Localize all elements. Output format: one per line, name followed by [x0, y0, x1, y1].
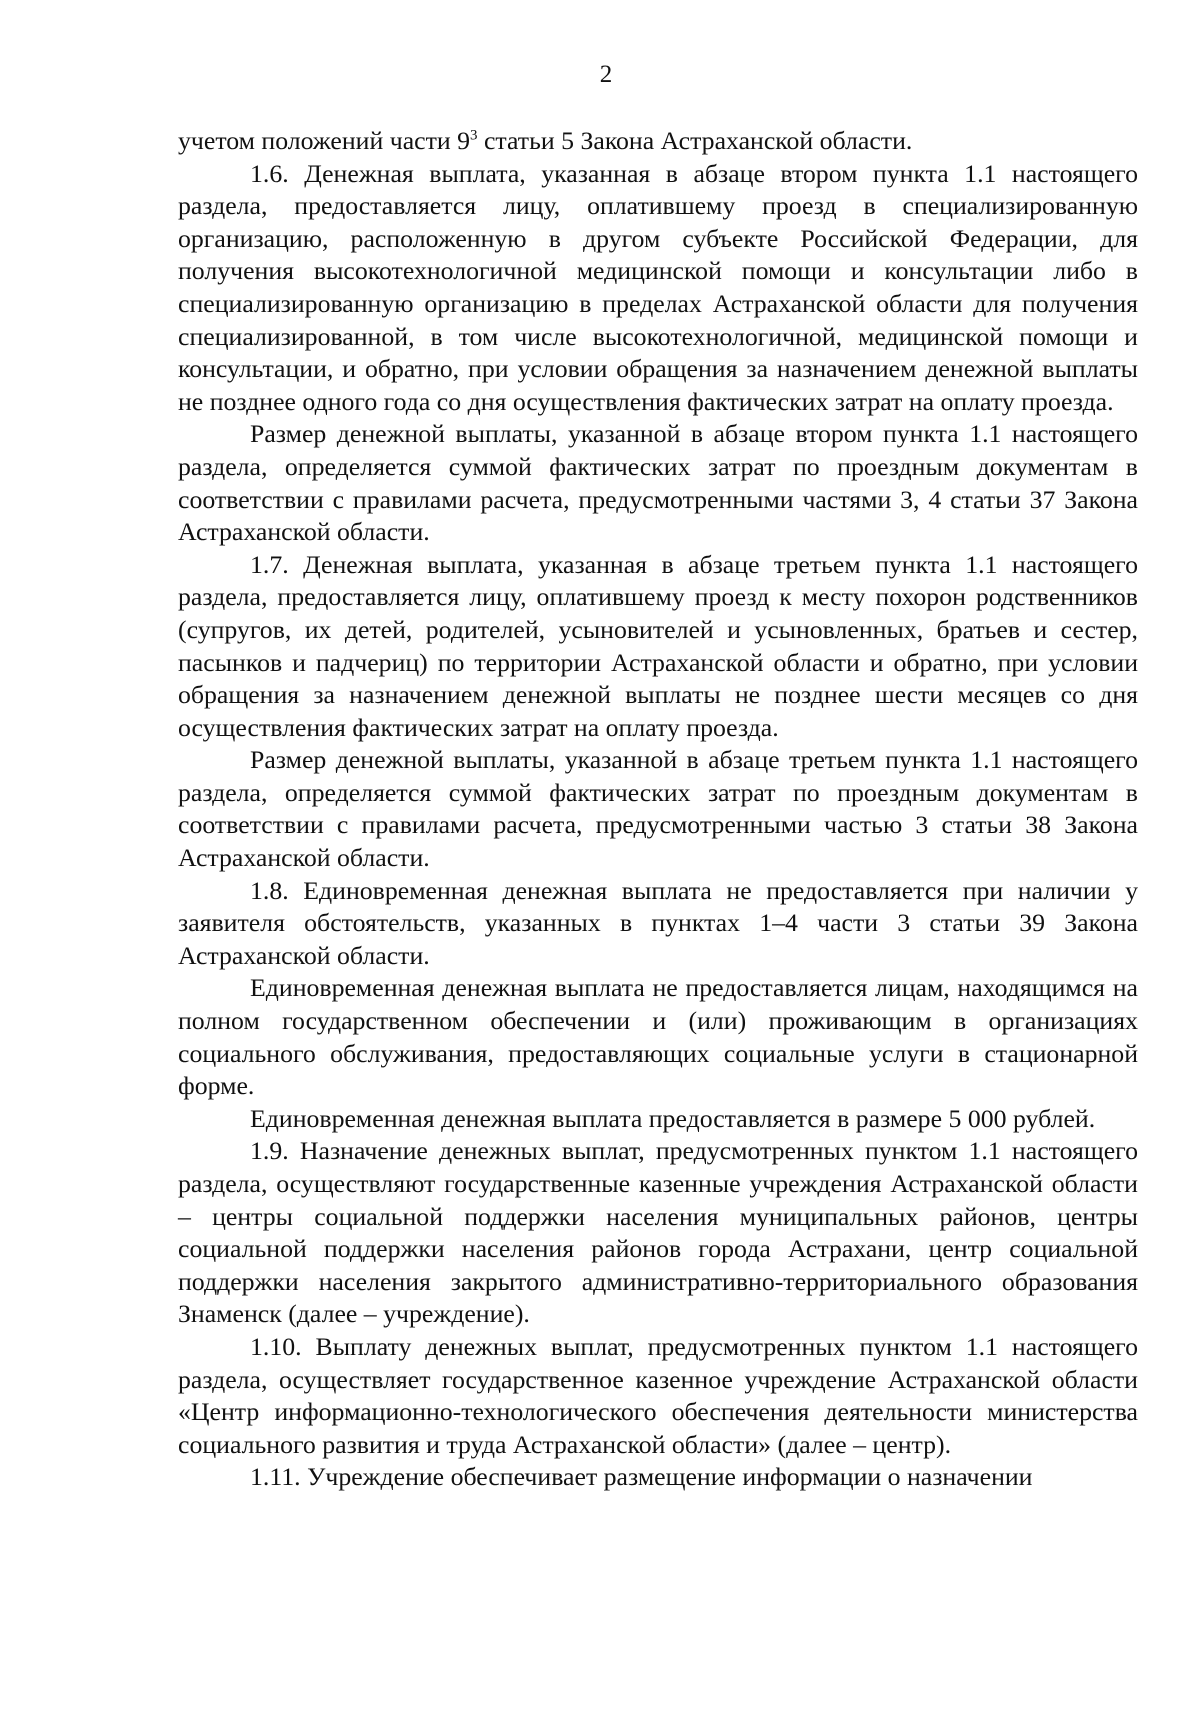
paragraph-1-6: 1.6. Денежная выплата, указанная в абзаце втором пункта 1.1 настоящего раздела, предоставляется лицу, оплатившему проезд в специализированную организацию, расположенную в другом субъекте Российской Федерации, для получения высокотехнологичной медицинской помощи и консультации либо в специализированную организацию в пределах Астраханской области для получения специализированной, в том числе высокотехнологичной, медицинской помощи и консультации, и обратно, при условии обращения за назначением денежной выплаты не позднее одного года со дня осуществления фактических затрат на оплату проезда.	[178, 158, 1138, 416]
paragraph-1-10: 1.10. Выплату денежных выплат, предусмотренных пунктом 1.1 настоящего раздела, осуществляет государственное казенное учреждение Астраханской области «Центр информационно-технологического обеспечения деятельности министерства социального развития и труда Астраханской области» (далее – центр).	[178, 1331, 1138, 1459]
paragraph-text: статьи 5 Закона Астраханской области.	[477, 126, 913, 155]
paragraph-1-9: 1.9. Назначение денежных выплат, предусмотренных пунктом 1.1 настоящего раздела, осуществляют государственные казенные учреждения Астраханской области – центры социальной поддержки населения муниципальных районов, центры социальной поддержки населения районов города Астрахани, центр социальной поддержки населения закрытого административно-территориального образования Знаменск (далее – учреждение).	[178, 1136, 1138, 1329]
paragraph-1-8-exclusion: Единовременная денежная выплата не предоставляется лицам, находящимся на полном государственном обеспечении и (или) проживающим в организациях социального обслуживания, предоставляющих социальные услуги в стационарной форме.	[178, 973, 1138, 1101]
paragraph-1-11: 1.11. Учреждение обеспечивает размещение информации о назначении	[250, 1462, 1033, 1492]
paragraph-1-6-size: Размер денежной выплаты, указанной в абзаце втором пункта 1.1 настоящего раздела, определяется суммой фактических затрат по проездным документам в соответствии с правилами расчета, предусмотренными частями 3, 4 статьи 37 Закона Астраханской области.	[178, 419, 1138, 547]
paragraph-1-8-amount: Единовременная денежная выплата предоставляется в размере 5 000 рублей.	[250, 1103, 1096, 1133]
document-body	[178, 125, 1138, 1494]
paragraph-1-7-size: Размер денежной выплаты, указанной в абзаце третьем пункта 1.1 настоящего раздела, определяется суммой фактических затрат по проездным документам в соответствии с правилами расчета, предусмотренными частью 3 статьи 38 Закона Астраханской области.	[178, 745, 1138, 873]
paragraph-text: учетом положений части 9	[178, 126, 471, 155]
paragraph-1-8: 1.8. Единовременная денежная выплата не предоставляется при наличии у заявителя обстоятельств, указанных в пунктах 1–4 части 3 статьи 39 Закона Астраханской области.	[178, 875, 1138, 970]
paragraph-continuation	[178, 125, 1138, 158]
paragraph-1-7: 1.7. Денежная выплата, указанная в абзаце третьем пункта 1.1 настоящего раздела, предоставляется лицу, оплатившему проезд к месту похорон родственников (супругов, их детей, родителей, усыновителей и усыновленных, братьев и сестер, пасынков и падчериц) по территории Астраханской области и обратно, при условии обращения за назначением денежной выплаты не позднее шести месяцев со дня осуществления фактических затрат на оплату проезда.	[178, 549, 1138, 742]
page-number: 2	[599, 61, 613, 88]
superscript-index: 3	[470, 127, 478, 144]
